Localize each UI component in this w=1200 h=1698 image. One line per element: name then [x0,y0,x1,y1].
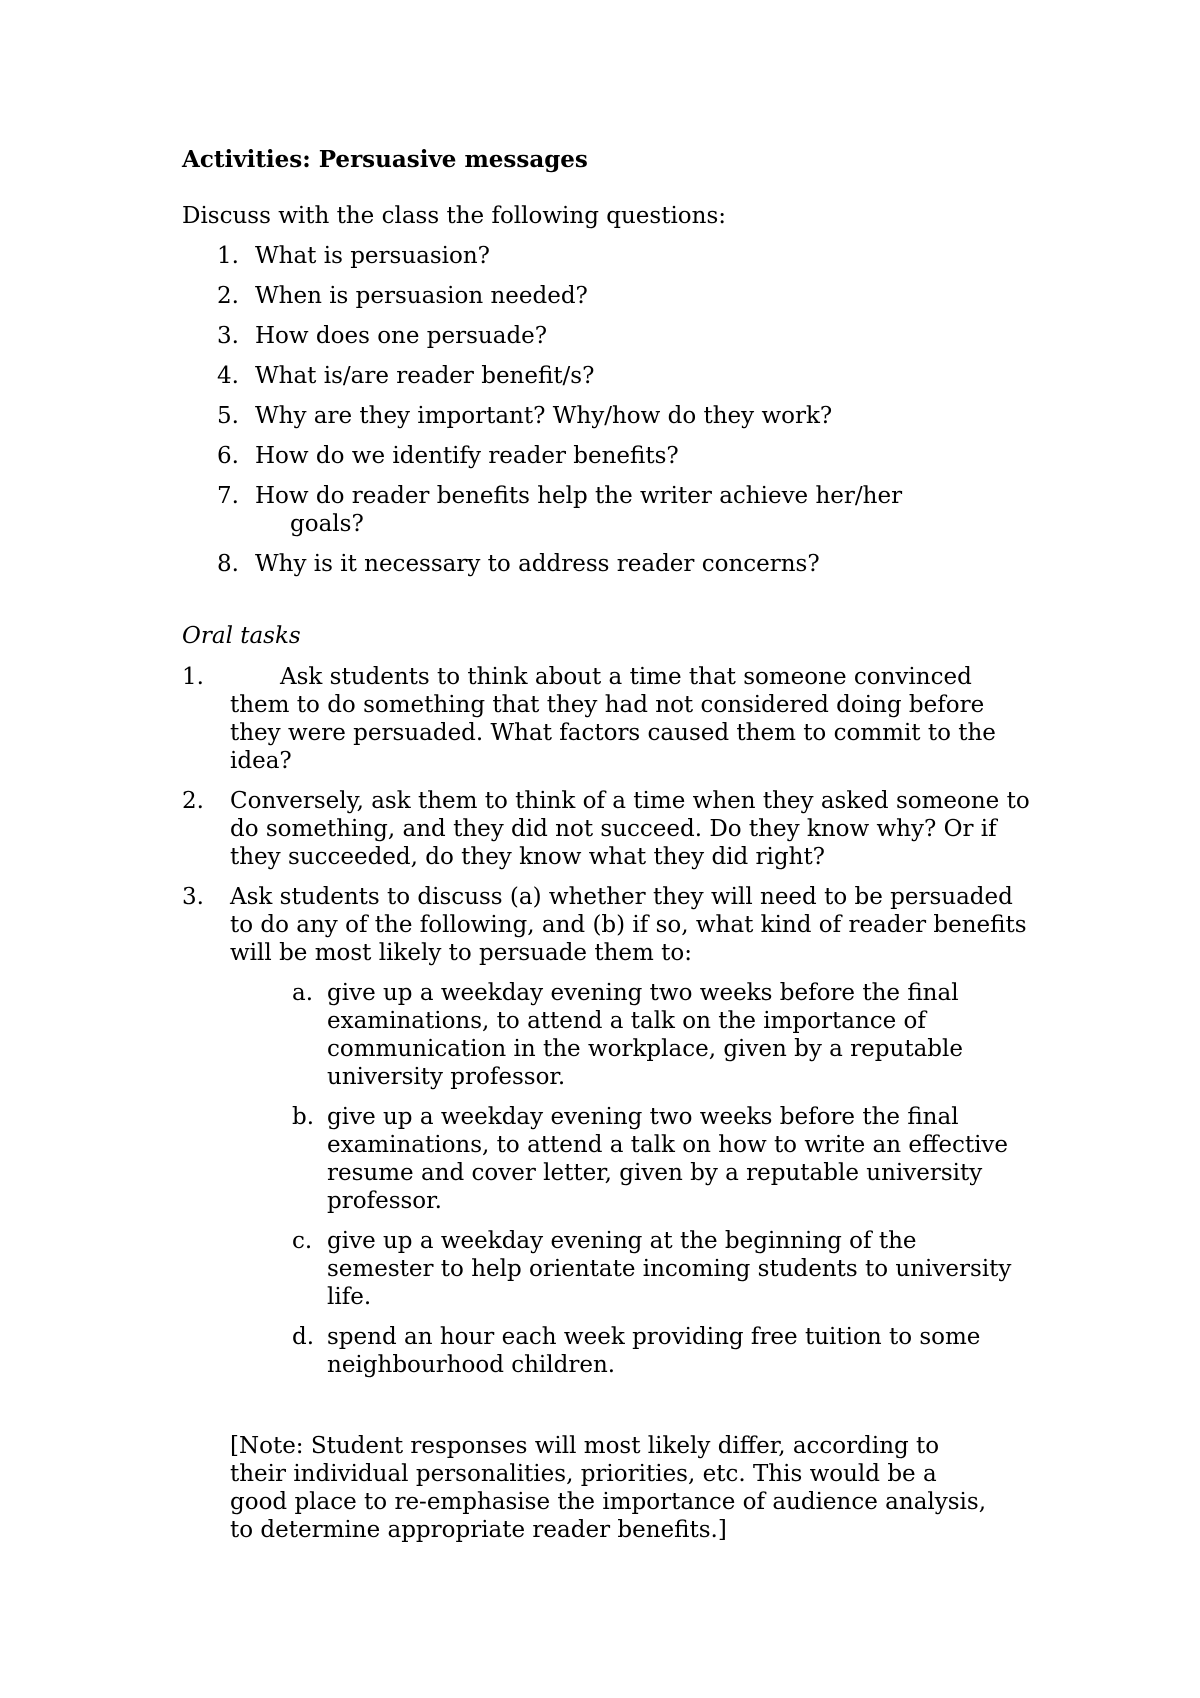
list-number: 4. [217,363,239,389]
list-number: 1. [182,664,204,690]
list-item [0,787,1200,871]
question-text: What is persuasion? [255,243,490,269]
list-number: 2. [182,788,204,814]
list-item [0,282,1200,310]
list-item [230,1323,1030,1379]
intro-text: Discuss with the class the following questions: [182,203,727,229]
list-item [0,402,1200,430]
sub-item-text: spend an hour each week providing free tuition to some neighbourhood children. [327,1324,981,1378]
list-item [0,362,1200,390]
list-number: 3. [182,884,204,910]
list-item [230,1103,1030,1215]
question-text: How do we identify reader benefits? [255,443,679,469]
question-text-block [255,482,955,538]
list-item [0,442,1200,470]
list-item [0,322,1200,350]
list-item [0,242,1200,270]
question-text: What is/are reader benefit/s? [255,363,595,389]
list-number: 8. [217,551,239,577]
task-text-first: Ask students to think about a time that someone convinced them to do something that they had not considered doing before they were persuaded. What factors caused them to commit to the idea? [230,664,996,774]
list-item [0,550,1200,578]
question-text: How does one persuade? [255,323,548,349]
oral-task-list [0,663,1200,1391]
list-item [0,482,1200,538]
note-paragraph: [Note: Student responses will most likely differ, according to their individual personalities, priorities, etc. This would be a good place to re-emphasise the importance of audience analysis, to determine appropriate reader benefits.] [230,1433,987,1543]
list-item [230,1227,1030,1311]
list-number: 7. [217,483,239,509]
question-text: Why are they important? Why/how do they work? [255,403,833,429]
list-item [0,883,1200,1379]
section-heading-oral-tasks: Oral tasks [182,623,301,649]
sub-item-text: give up a weekday evening two weeks before the final examinations, to attend a talk on the importance of communication in the workplace, given by a reputable university professor. [327,980,963,1090]
list-number: 1. [217,243,239,269]
list-number: 5. [217,403,239,429]
list-letter: b. [292,1104,315,1130]
task-text [230,663,1030,775]
question-text: When is persuasion needed? [255,283,588,309]
list-number: 3. [217,323,239,349]
list-number: 2. [217,283,239,309]
question-text-continuation: goals? [290,511,364,537]
sub-item-text: give up a weekday evening at the beginning of the semester to help orientate incoming students to university life. [327,1228,1012,1310]
list-item [230,979,1030,1091]
list-letter: d. [292,1324,315,1350]
list-item [0,663,1200,775]
list-letter: c. [292,1228,313,1254]
task-text: Ask students to discuss (a) whether they will need to be persuaded to do any of the following, and (b) if so, what kind of reader benefits will be most likely to persuade them to: [230,884,1027,966]
list-number: 6. [217,443,239,469]
question-list [0,242,1200,590]
sub-list [230,979,1030,1379]
sub-item-text: give up a weekday evening two weeks before the final examinations, to attend a talk on how to write an effective resume and cover letter, given by a reputable university professor. [327,1104,1009,1214]
page-title: Activities: Persuasive messages [182,146,588,173]
question-text: How do reader benefits help the writer achieve her/her [255,483,903,509]
list-letter: a. [292,980,314,1006]
task-text-block [230,883,1030,1379]
task-text: Conversely, ask them to think of a time when they asked someone to do something, and they did not succeed. Do they know why? Or if they succeeded, do they know what they did right? [230,788,1030,870]
question-text: Why is it necessary to address reader concerns? [255,551,820,577]
